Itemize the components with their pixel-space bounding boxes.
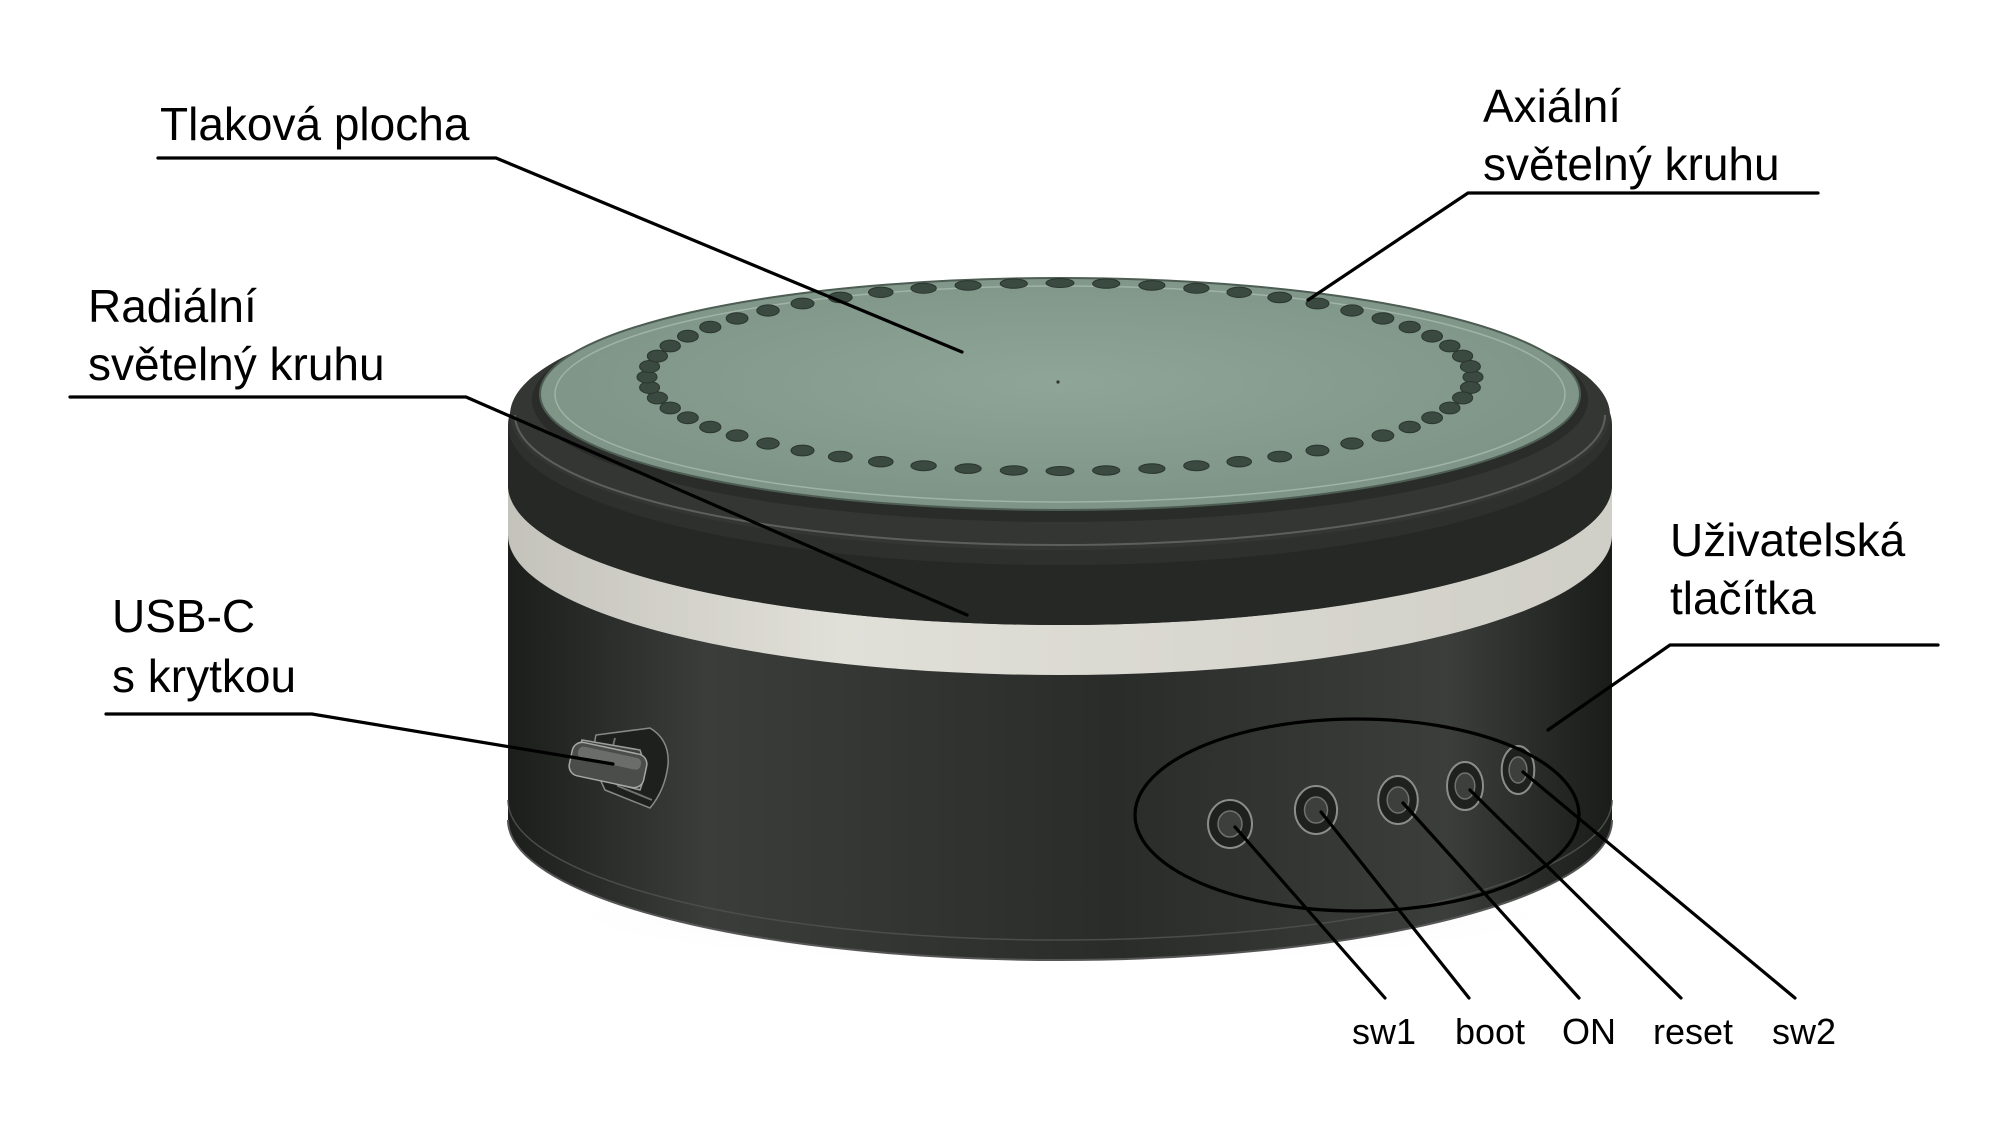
led (1227, 457, 1252, 467)
led (955, 281, 981, 291)
led (647, 350, 667, 362)
label-button-sw2: sw2 (1771, 1011, 1837, 1052)
led (1184, 461, 1209, 471)
label-axial-ring-line2: světelný kruhu (1483, 138, 1780, 190)
leader-axial-ring (1308, 193, 1818, 300)
label-button-boot: boot (1454, 1011, 1526, 1052)
leader-sw2 (1523, 772, 1795, 998)
device-body (508, 278, 1612, 960)
led (1372, 430, 1394, 441)
led (1184, 283, 1209, 293)
led (791, 298, 814, 309)
led (660, 340, 680, 352)
label-button-on: ON (1562, 1011, 1616, 1052)
button-reset[interactable] (1447, 762, 1483, 810)
led (660, 402, 680, 414)
led (1139, 281, 1165, 291)
led (955, 464, 981, 474)
led (1139, 464, 1165, 474)
led (791, 445, 814, 456)
led (678, 412, 699, 424)
led (726, 430, 748, 441)
led (1440, 402, 1460, 414)
led (1341, 438, 1363, 449)
led (1306, 445, 1329, 456)
led (1422, 412, 1443, 424)
led (1440, 340, 1460, 352)
label-user-buttons-line1: Uživatelská (1670, 514, 1906, 566)
label-usb-line2: s krytkou (112, 650, 297, 702)
label-pressure-surface: Tlaková plocha (160, 98, 470, 150)
label-radial-ring-line2: světelný kruhu (88, 338, 385, 390)
led (869, 457, 894, 467)
label-button-sw1: sw1 (1351, 1011, 1417, 1052)
led (1000, 279, 1027, 288)
led (700, 421, 721, 433)
led (911, 283, 936, 293)
led (1227, 287, 1252, 297)
led (1453, 392, 1473, 404)
led (1422, 330, 1443, 342)
led (1093, 466, 1120, 475)
led (1046, 467, 1074, 476)
led (869, 287, 894, 297)
label-usb-line1: USB-C (112, 590, 256, 642)
label-axial-ring-line1: Axiální (1483, 80, 1622, 132)
led (1460, 361, 1480, 373)
led (1046, 279, 1074, 288)
led (757, 438, 779, 449)
led (1093, 279, 1120, 288)
led (1399, 321, 1420, 333)
led (1399, 421, 1420, 433)
label-button-reset: reset (1652, 1011, 1734, 1052)
label-user-buttons-line2: tlačítka (1670, 572, 1816, 624)
led (1268, 292, 1292, 303)
led (700, 321, 721, 333)
led (1341, 305, 1363, 316)
button-on[interactable] (1378, 776, 1418, 824)
led (757, 305, 779, 316)
led (911, 461, 936, 471)
led (678, 330, 699, 342)
led (828, 451, 852, 462)
led (726, 313, 748, 324)
led (1372, 313, 1394, 324)
led (1000, 466, 1027, 475)
label-radial-ring-line1: Radiální (88, 280, 257, 332)
led (1268, 451, 1292, 462)
